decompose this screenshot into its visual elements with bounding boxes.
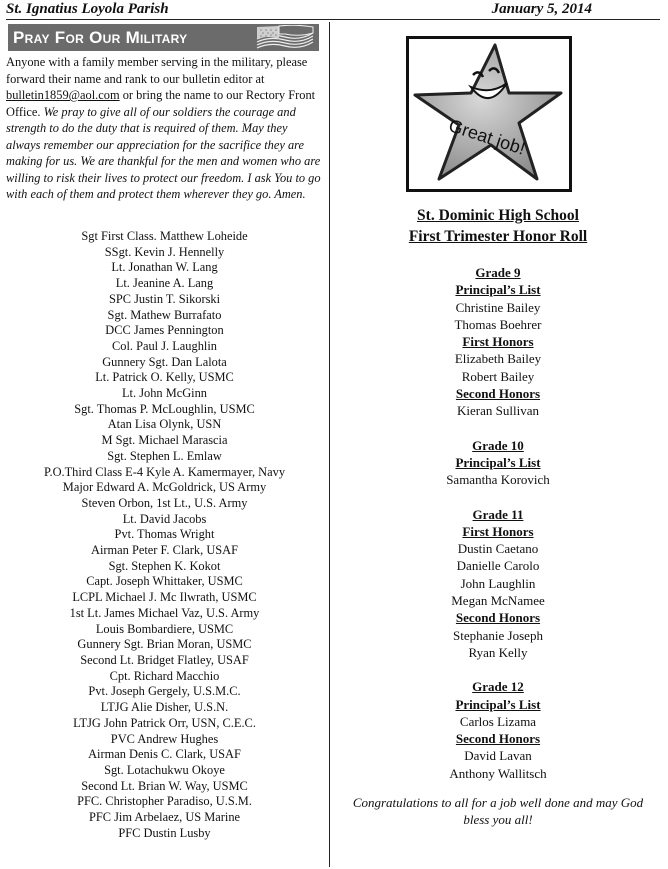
list-item: LCPL Michael J. Mc Ilwrath, USMC: [72, 590, 257, 605]
list-item: Elizabeth Bailey: [454, 351, 542, 367]
list-item: Sgt. Thomas P. McLoughlin, USMC: [74, 401, 255, 416]
list-item: SSgt. Kevin J. Hennelly: [104, 244, 225, 259]
list-item: Pvt. Thomas Wright: [114, 527, 215, 542]
list-item: M Sgt. Michael Marascia: [101, 433, 228, 448]
list-item: PFC. Christopher Paradiso, U.S.M.: [77, 794, 252, 809]
list-item: Sgt. Mathew Burrafato: [107, 307, 222, 322]
column-divider: [329, 22, 330, 867]
list-item: Sgt. Lotachukwu Okoye: [104, 762, 225, 777]
page-header: [6, 0, 660, 20]
list-item: Ryan Kelly: [468, 644, 528, 660]
category-heading: Second Honors: [455, 731, 541, 747]
list-item: Louis Bombardiere, USMC: [95, 621, 234, 636]
list-item: David Lavan: [464, 748, 532, 764]
honor-roll-list: [332, 264, 664, 782]
category-heading: Second Honors: [455, 386, 541, 402]
list-item: Carlos Lizama: [459, 713, 537, 729]
list-item: Megan McNamee: [451, 593, 545, 609]
category-heading: Principal’s List: [455, 282, 541, 298]
list-item: Atan Lisa Olynk, USN: [107, 417, 222, 432]
military-names-list: [0, 229, 329, 841]
list-item: Gunnery Sgt. Brian Moran, USMC: [77, 637, 252, 652]
category-heading: Second Honors: [455, 610, 541, 626]
parish-name: St. Ignatius Loyola Parish: [6, 1, 169, 17]
list-item: Major Edward A. McGoldrick, US Army: [62, 480, 267, 495]
list-item: PFC Jim Arbelaez, US Marine: [88, 810, 241, 825]
list-item: Anthony Wallitsch: [449, 765, 547, 781]
list-item: LTJG Alie Disher, U.S.N.: [100, 700, 229, 715]
category-heading: Principal’s List: [455, 454, 541, 470]
list-item: Lt. John McGinn: [121, 386, 207, 401]
list-item: Gunnery Sgt. Dan Lalota: [102, 354, 227, 369]
list-item: Lt. Jonathan W. Lang: [111, 260, 218, 275]
military-banner-title: Pray For Our Military: [13, 28, 188, 47]
list-item: Samantha Korovich: [446, 472, 550, 488]
category-heading: First Honors: [462, 334, 534, 350]
list-item: Lt. Jeanine A. Lang: [115, 276, 214, 291]
list-item: Robert Bailey: [461, 368, 535, 384]
list-item: Airman Denis C. Clark, USAF: [88, 747, 241, 762]
list-item: Stephanie Joseph: [453, 627, 543, 643]
list-item: PFC Dustin Lusby: [118, 825, 211, 840]
grade-heading: Grade 9: [475, 265, 521, 280]
list-item: Steven Orbon, 1st Lt., U.S. Army: [81, 495, 248, 510]
list-item: Col. Paul J. Laughlin: [112, 338, 217, 353]
grade-heading: Grade 11: [472, 506, 524, 522]
bulletin-date: January 5, 2014: [491, 1, 592, 17]
list-item: Dustin Caetano: [457, 541, 539, 557]
list-item: Lt. Patrick O. Kelly, USMC: [95, 370, 234, 385]
category-heading: First Honors: [462, 523, 534, 539]
school-name: St. Dominic High School: [417, 207, 579, 224]
list-item: Lt. David Jacobs: [122, 511, 207, 526]
military-prayer: We pray to give all of our soldiers the courage and strength to do the duty that is required of them. May they always remember our appreciation for the sacrifice they are making for us. We are thankful for the men and women who are willing to risk their lives to protect our freedom. I ask You to go with each of them and protect them wherever they go. Amen.: [6, 104, 321, 201]
list-item: Sgt. Stephen L. Emlaw: [107, 448, 222, 463]
list-item: John Laughlin: [460, 575, 536, 591]
great-job-star-image: [406, 36, 572, 192]
grade-heading: Grade 12: [472, 679, 524, 695]
intro-text-2: or bring the name to our Rectory Front Office.: [6, 88, 316, 119]
flag-icon: [255, 25, 315, 50]
grade-heading: Grade 10: [472, 437, 524, 453]
star-icon: [409, 39, 569, 189]
list-item: Thomas Boehrer: [454, 316, 542, 332]
list-item: Second Lt. Bridget Flatley, USAF: [80, 652, 249, 667]
honor-roll-title: First Trimester Honor Roll: [408, 228, 588, 245]
list-item: Christine Bailey: [455, 299, 541, 315]
list-item: Pvt. Joseph Gergely, U.S.M.C.: [88, 684, 241, 699]
list-item: LTJG John Patrick Orr, USN, C.E.C.: [73, 715, 256, 730]
star-text: Great job!: [446, 115, 528, 159]
editor-email-link[interactable]: bulletin1859@aol.com: [6, 88, 120, 102]
list-item: Sgt. Stephen K. Kokot: [108, 558, 221, 573]
list-item: Second Lt. Brian W. Way, USMC: [81, 778, 248, 793]
list-item: Cpt. Richard Macchio: [109, 668, 220, 683]
military-banner: [8, 24, 319, 51]
congratulations-message: Congratulations to all for a job well done and may God bless you all!: [352, 795, 644, 827]
list-item: PVC Andrew Hughes: [110, 731, 219, 746]
list-item: Capt. Joseph Whittaker, USMC: [86, 574, 243, 589]
military-intro: [6, 54, 322, 203]
list-item: SPC Justin T. Sikorski: [108, 291, 221, 306]
list-item: Sgt First Class. Matthew Loheide: [81, 229, 248, 243]
list-item: 1st Lt. James Michael Vaz, U.S. Army: [69, 605, 260, 620]
list-item: P.O.Third Class E-4 Kyle A. Kamermayer, Navy: [43, 464, 286, 479]
list-item: Kieran Sullivan: [457, 403, 539, 419]
list-item: Danielle Carolo: [456, 558, 540, 574]
category-heading: Principal’s List: [455, 696, 541, 712]
intro-text: Anyone with a family member serving in the military, please forward their name and rank to our bulletin editor at: [6, 55, 308, 86]
list-item: DCC James Pennington: [105, 323, 224, 338]
list-item: Airman Peter F. Clark, USAF: [91, 543, 238, 558]
